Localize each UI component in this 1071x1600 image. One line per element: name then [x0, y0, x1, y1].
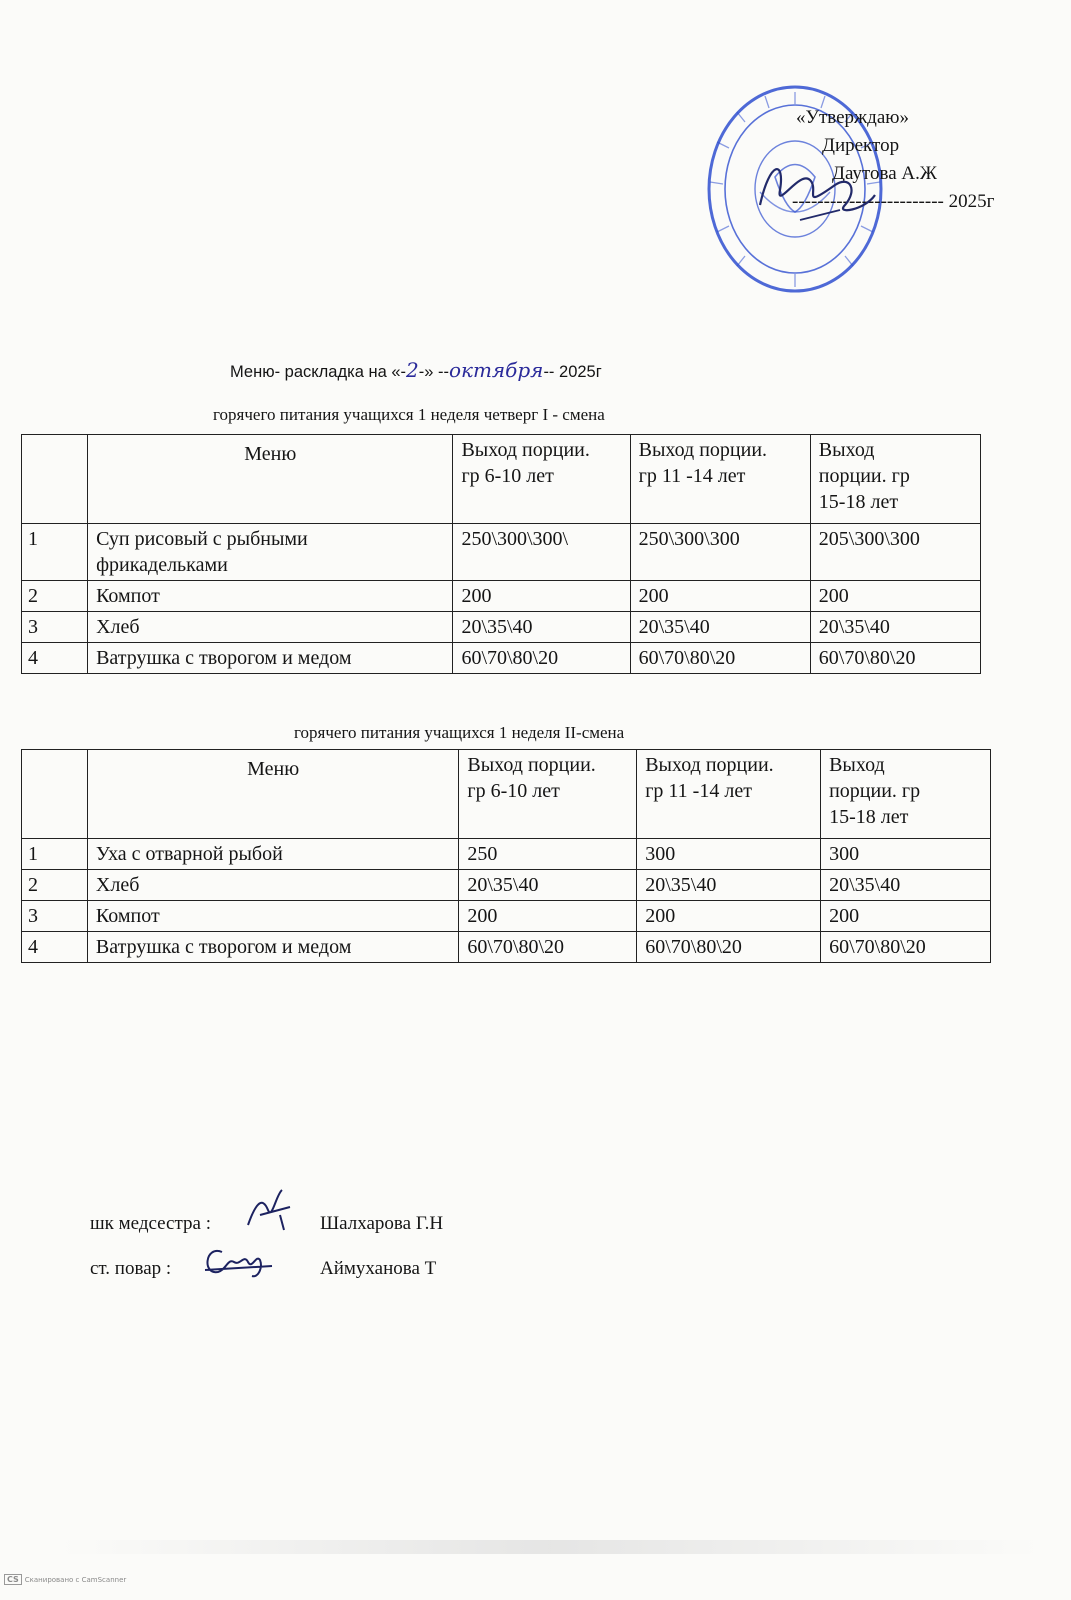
- heading-prefix: Меню- раскладка на «-: [230, 363, 406, 381]
- scanner-watermark-text: Сканировано с CamScanner: [24, 1576, 127, 1584]
- portion-15-18: 20\35\40: [810, 612, 980, 643]
- header-portion-11-14: [630, 435, 810, 524]
- portion-11-14: 20\35\40: [630, 612, 810, 643]
- heading-day: 2: [406, 358, 419, 382]
- dish-name: Уха с отварной рыбой: [87, 839, 458, 870]
- portion-11-14: 250\300\300: [630, 524, 810, 581]
- dish-name: Компот: [87, 901, 458, 932]
- portion-15-18: 60\70\80\20: [821, 932, 991, 963]
- header-number-cell: [22, 750, 88, 839]
- table-row: [22, 901, 991, 932]
- approval-role: Директор: [822, 135, 900, 156]
- director-signature: [740, 150, 880, 230]
- heading-suffix: -- 2025г: [543, 363, 602, 381]
- table-row: [22, 524, 981, 581]
- portion-15-18: 200: [810, 581, 980, 612]
- nurse-name: Шалхарова Г.Н: [320, 1213, 444, 1234]
- header-portion-15-18: [810, 435, 980, 524]
- header-menu: [87, 750, 458, 839]
- header-menu-label: Меню: [247, 758, 300, 780]
- portion-11-14: 20\35\40: [637, 870, 821, 901]
- shift1-menu-table: [21, 434, 981, 674]
- portion-11-14: 300: [637, 839, 821, 870]
- nurse-signature-line: [90, 1213, 444, 1235]
- shift2-title: горячего питания учащихся 1 неделя II-смена: [294, 723, 625, 742]
- dish-name: Ватрушка с творогом и медом: [87, 932, 458, 963]
- shift1-title: горячего питания учащихся 1 неделя четверг I - смена: [213, 405, 605, 424]
- header-menu-label: Меню: [244, 443, 297, 465]
- cook-role: ст. повар :: [90, 1258, 172, 1279]
- row-number: 2: [22, 581, 88, 612]
- heading-month: октября: [448, 358, 544, 382]
- header-menu: [88, 435, 453, 524]
- header-number-cell: [22, 435, 88, 524]
- row-number: 3: [22, 901, 88, 932]
- portion-6-10: 200: [453, 581, 630, 612]
- nurse-role: шк медсестра :: [90, 1213, 211, 1234]
- camscanner-logo-icon: CS: [4, 1574, 22, 1585]
- scan-smear: [60, 1540, 1040, 1554]
- portion-6-10: 20\35\40: [453, 612, 630, 643]
- header-portion-11-14-label: Выход порции. гр 11 -14 лет: [638, 439, 768, 487]
- table-header-row: [22, 750, 991, 839]
- row-number: 4: [22, 643, 88, 674]
- header-portion-6-10-label: Выход порции. гр 6-10 лет: [467, 754, 596, 802]
- portion-6-10: 60\70\80\20: [453, 643, 630, 674]
- dish-name: Суп рисовый с рыбными фрикадельками: [88, 524, 453, 581]
- row-number: 1: [22, 839, 88, 870]
- portion-11-14: 60\70\80\20: [630, 643, 810, 674]
- nurse-signature: [240, 1185, 300, 1235]
- portion-15-18: 20\35\40: [821, 870, 991, 901]
- row-number: 4: [22, 932, 88, 963]
- heading-mid: -» --: [418, 363, 449, 381]
- portion-6-10: 250: [459, 839, 637, 870]
- portion-11-14: 200: [637, 901, 821, 932]
- portion-11-14: 200: [630, 581, 810, 612]
- dish-name: Компот: [88, 581, 453, 612]
- dish-name: Хлеб: [88, 612, 453, 643]
- approval-name: Даутова А.Ж: [832, 163, 937, 184]
- approval-title: «Утверждаю»: [796, 107, 909, 128]
- header-portion-15-18-label: Выход порции. гр 15-18 лет: [829, 754, 921, 828]
- portion-6-10: 250\300\300\: [453, 524, 630, 581]
- header-portion-15-18: [821, 750, 991, 839]
- table-row: [22, 839, 991, 870]
- row-number: 3: [22, 612, 88, 643]
- portion-15-18: 205\300\300: [810, 524, 980, 581]
- cook-name: Аймуханова Т: [320, 1258, 437, 1279]
- portion-15-18: 60\70\80\20: [810, 643, 980, 674]
- shift2-menu-table: [21, 749, 991, 963]
- dish-name: Ватрушка с творогом и медом: [88, 643, 453, 674]
- table-row: [22, 612, 981, 643]
- menu-heading: [230, 358, 602, 382]
- portion-6-10: 200: [459, 901, 637, 932]
- portion-6-10: 60\70\80\20: [459, 932, 637, 963]
- row-number: 1: [22, 524, 88, 581]
- row-number: 2: [22, 870, 88, 901]
- header-portion-6-10: [453, 435, 630, 524]
- cook-signature-line: [90, 1258, 437, 1280]
- table-header-row: [22, 435, 981, 524]
- table-row: [22, 643, 981, 674]
- portion-6-10: 20\35\40: [459, 870, 637, 901]
- portion-15-18: 200: [821, 901, 991, 932]
- header-portion-11-14-label: Выход порции. гр 11 -14 лет: [645, 754, 774, 802]
- header-portion-11-14: [637, 750, 821, 839]
- header-portion-6-10-label: Выход порции. гр 6-10 лет: [461, 439, 590, 487]
- portion-15-18: 300: [821, 839, 991, 870]
- header-portion-6-10: [459, 750, 637, 839]
- header-portion-15-18-label: Выход порции. гр 15-18 лет: [818, 439, 910, 513]
- table-row: [22, 870, 991, 901]
- portion-11-14: 60\70\80\20: [637, 932, 821, 963]
- approval-date: ------------------------ 2025г: [792, 191, 995, 212]
- dish-name: Хлеб: [87, 870, 458, 901]
- cook-signature: [200, 1240, 275, 1282]
- table-row: [22, 932, 991, 963]
- table-row: [22, 581, 981, 612]
- scanner-watermark: [4, 1574, 126, 1585]
